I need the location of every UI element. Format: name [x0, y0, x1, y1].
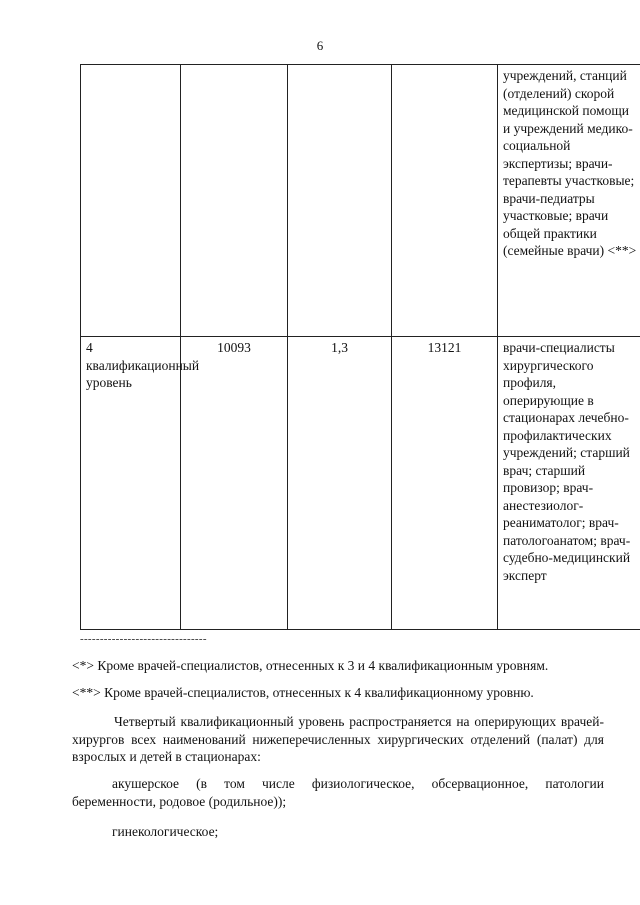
footnote-separator: --------------------------------	[80, 633, 207, 645]
table-cell-level: 4 квалификационный уровень	[81, 337, 181, 630]
table-cell-salary: 13121	[392, 337, 498, 630]
page-number: 6	[316, 38, 324, 53]
paragraph-item-gynecologic: гинекологическое;	[112, 824, 219, 839]
table-cell-level	[81, 65, 181, 337]
table-cell-coefficient: 1,3	[288, 337, 392, 630]
table-cell-base-salary: 10093	[181, 337, 288, 630]
footnote-1: <*> Кроме врачей-специалистов, отнесенных к 3 и 4 квалификационным уровням.	[72, 658, 549, 673]
table-cell-salary	[392, 65, 498, 337]
table-row-level-4	[81, 337, 640, 630]
footnote-2: <**> Кроме врачей-специалистов, отнесенных к 4 квалификационному уровню.	[72, 685, 534, 700]
table-cell-positions: учреждений, станций (отделений) скорой медицинской помощи и учреждений медико-социальной экспертизы; врачи-терапевты участковые; врачи-педиатры участковые; врачи общей практики (семейные врачи) <**>	[498, 65, 640, 337]
table-cell-base-salary	[181, 65, 288, 337]
paragraph-item-obstetric: акушерское (в том числе физиологическое, обсервационное, патологии беременности, родовое (родильное));	[72, 776, 604, 809]
table-cell-positions: врачи-специалисты хирургического профиля, оперирующие в стационарах лечебно-профилактических учреждений; старший врач; старший провизор; врач-анестезиолог-реаниматолог; врач-патологоанатом; врач-судебно-медицинский эксперт	[498, 337, 640, 630]
table-cell-coefficient	[288, 65, 392, 337]
table-row-continuation	[81, 65, 640, 337]
salary-table	[80, 64, 640, 630]
paragraph-main: Четвертый квалификационный уровень распространяется на оперирующих врачей-хирургов всех наименований нижеперечисленных хирургических отделений (палат) для взрослых и детей в стационарах:	[72, 714, 604, 764]
